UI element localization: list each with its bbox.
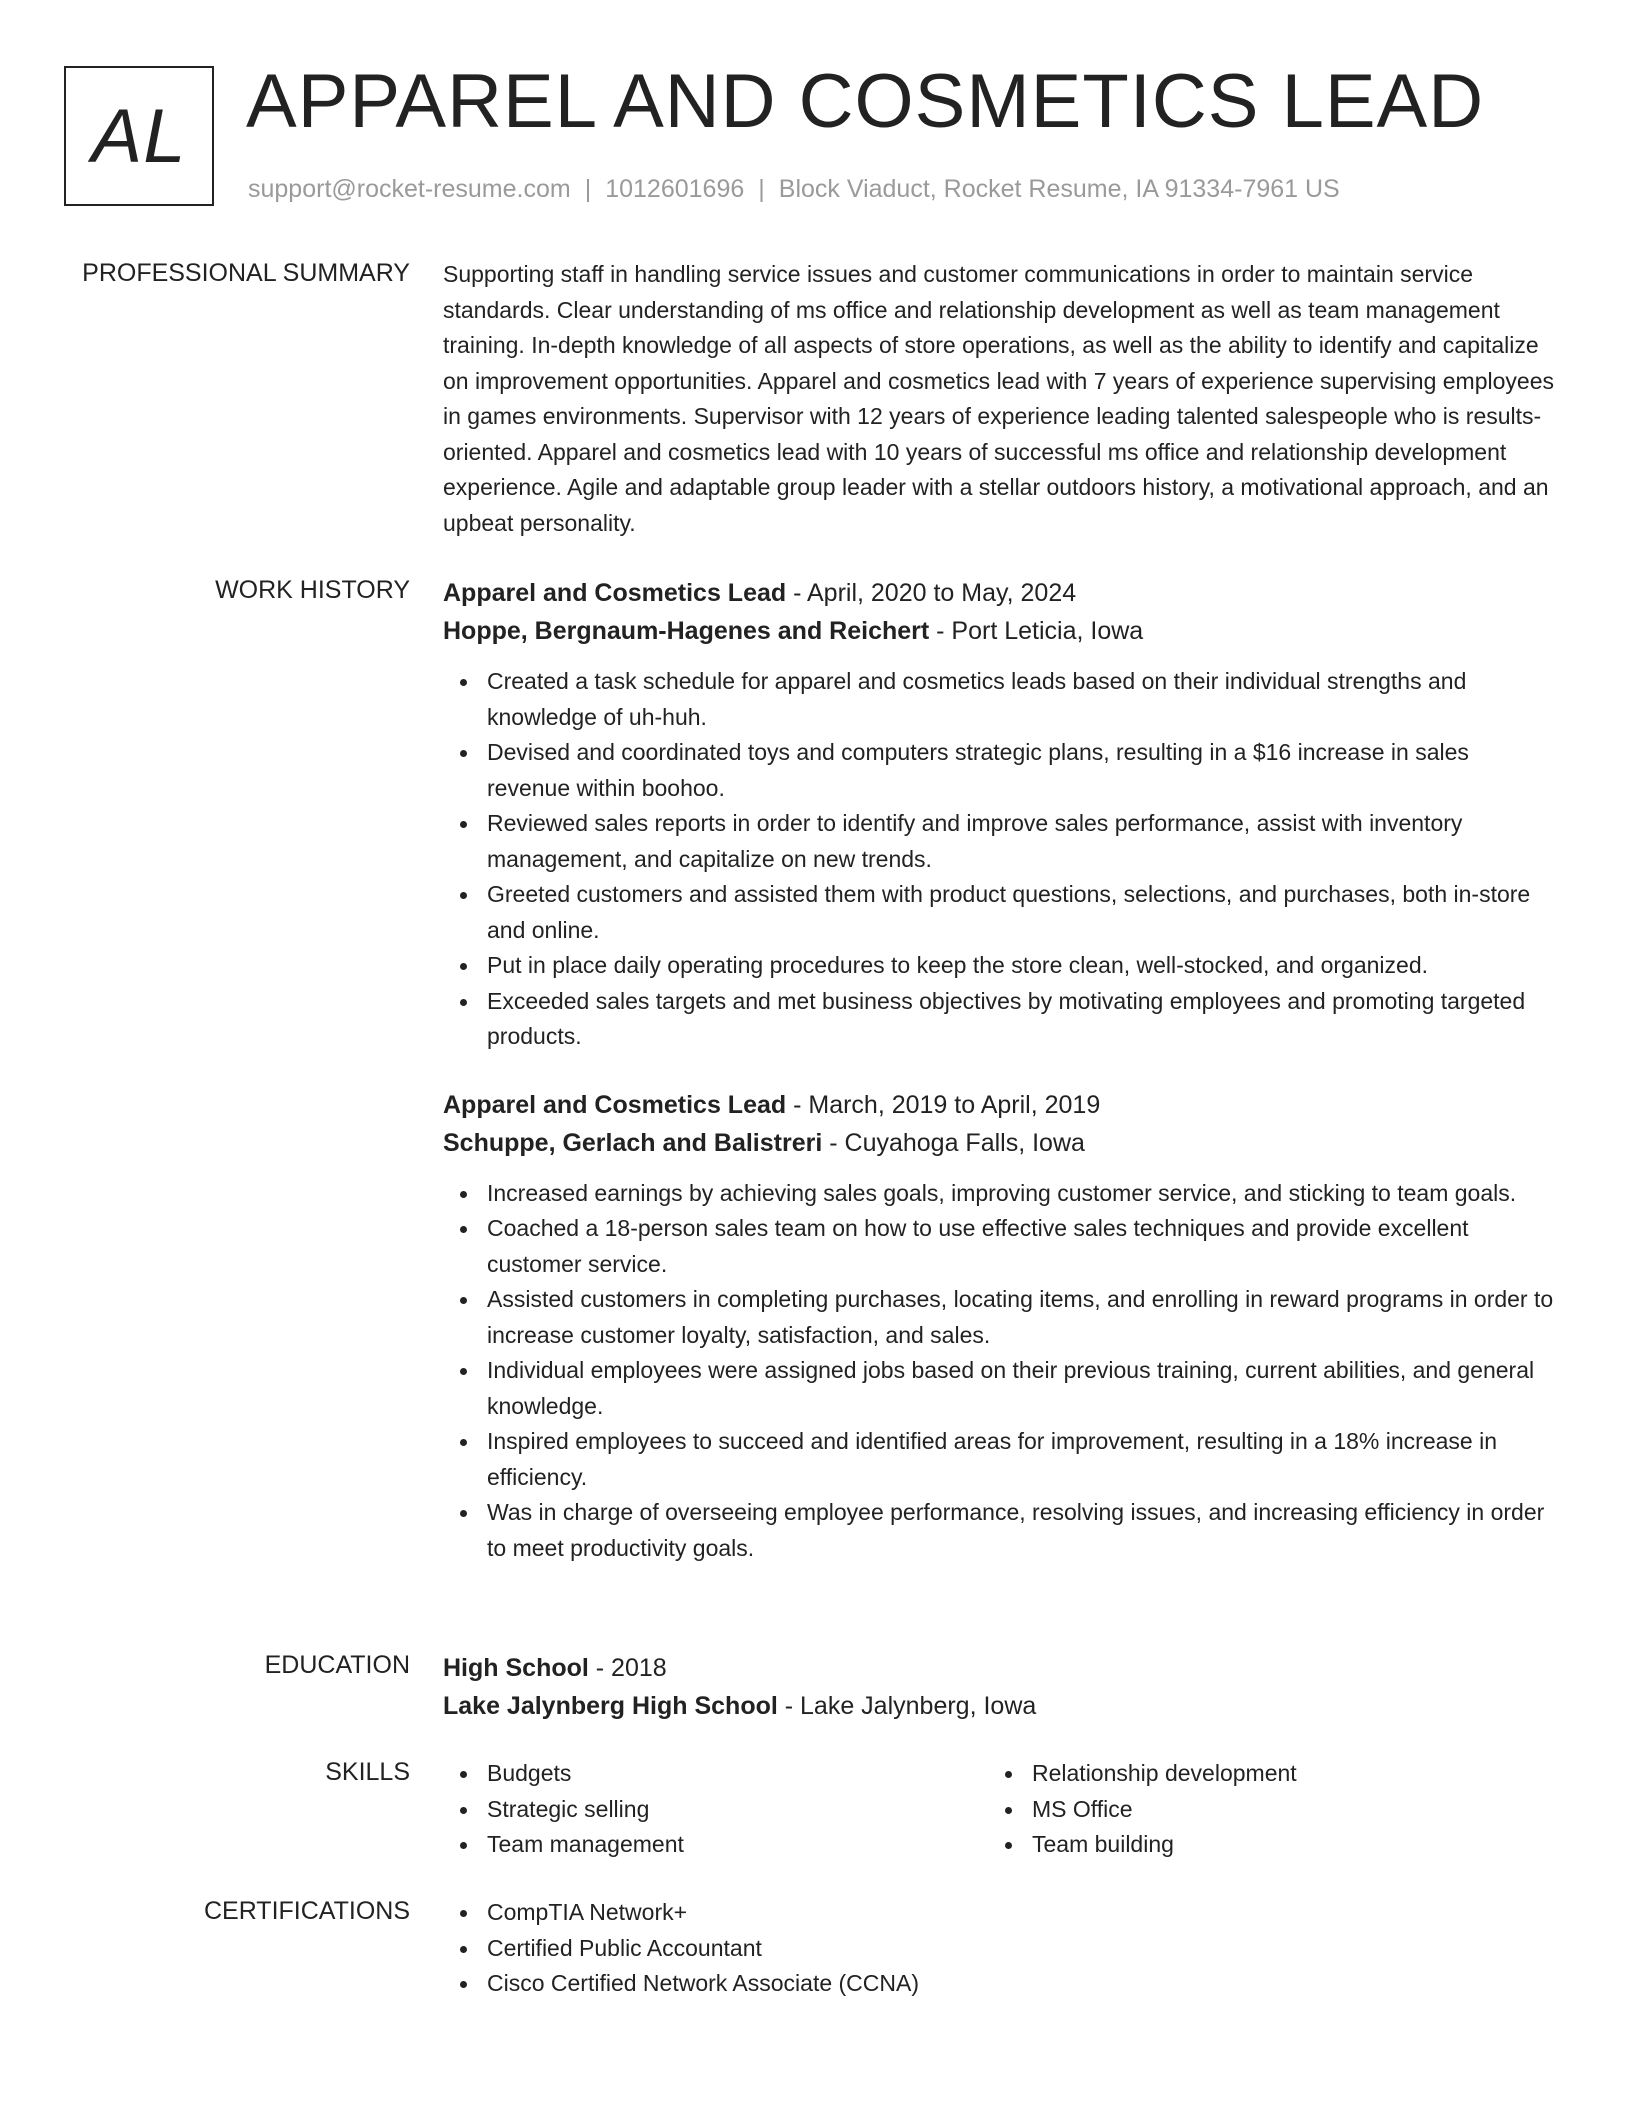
list-item: Relationship development bbox=[1032, 1756, 1533, 1792]
list-item: Team management bbox=[487, 1827, 988, 1863]
list-item: Put in place daily operating procedures to keep the store clean, well-stocked, and organized. bbox=[487, 948, 1555, 984]
skills-body bbox=[443, 1756, 1555, 1863]
list-item: Budgets bbox=[487, 1756, 988, 1792]
job-company: Hoppe, Bergnaum-Hagenes and Reichert bbox=[443, 617, 930, 645]
job-title: Apparel and Cosmetics Lead bbox=[443, 1090, 787, 1119]
list-item: Reviewed sales reports in order to identify and improve sales performance, assist with inventory management, and capitalize on new trends. bbox=[487, 806, 1555, 877]
job-bullets bbox=[443, 1176, 1555, 1567]
list-item: Coached a 18-person sales team on how to use effective sales techniques and provide excellent customer service. bbox=[487, 1211, 1555, 1282]
list-item: Devised and coordinated toys and computers strategic plans, resulting in a $16 increase in sales revenue within boohoo. bbox=[487, 735, 1555, 806]
skills-list bbox=[988, 1756, 1533, 1863]
skills-columns bbox=[443, 1756, 1555, 1863]
list-item: CompTIA Network+ bbox=[487, 1895, 1555, 1931]
contact-separator: | bbox=[758, 175, 765, 203]
list-item: Individual employees were assigned jobs based on their previous training, current abilities, and general knowledge. bbox=[487, 1353, 1555, 1424]
list-item: Inspired employees to succeed and identified areas for improvement, resulting in a 18% increase in efficiency. bbox=[487, 1424, 1555, 1495]
job-company-line bbox=[443, 612, 1555, 650]
list-item: Was in charge of overseeing employee performance, resolving issues, and increasing efficiency in order to meet productivity goals. bbox=[487, 1495, 1555, 1566]
initials-monogram: AL bbox=[64, 66, 214, 206]
summary-body bbox=[443, 257, 1555, 541]
skills-label: SKILLS bbox=[325, 1758, 410, 1786]
contact-email[interactable]: support@rocket-resume.com bbox=[248, 175, 571, 203]
list-item: MS Office bbox=[1032, 1792, 1533, 1828]
skills-list bbox=[443, 1756, 988, 1863]
job-company-line bbox=[443, 1124, 1555, 1162]
skills-column-left bbox=[443, 1756, 988, 1863]
work-history-body bbox=[443, 574, 1555, 1566]
summary-text: Supporting staff in handling service issues and customer communications in order to maintain service standards. Clear understanding of ms office and relationship development as well as team management training. In-depth knowledge of all aspects of store operations, as well as the ability to identify and capitalize on improvement opportunities. Apparel and cosmetics lead with 7 years of experience supervising employees in games environments. Supervisor with 12 years of experience leading talented salespeople who is results-oriented. Apparel and cosmetics lead with 10 years of successful ms office and relationship development experience. Agile and adaptable group leader with a stellar outdoors history, a motivational approach, and an upbeat personality. bbox=[443, 261, 1554, 536]
job-location: - Port Leticia, Iowa bbox=[929, 617, 1144, 645]
certifications-list bbox=[443, 1895, 1555, 2002]
list-item: Increased earnings by achieving sales goals, improving customer service, and sticking to team goals. bbox=[487, 1176, 1555, 1212]
list-item: Exceeded sales targets and met business objectives by motivating employees and promoting targeted products. bbox=[487, 984, 1555, 1055]
job-bullets bbox=[443, 664, 1555, 1055]
list-item: Assisted customers in completing purchases, locating items, and enrolling in reward programs in order to increase customer loyalty, satisfaction, and sales. bbox=[487, 1282, 1555, 1353]
education-school-line bbox=[443, 1687, 1555, 1725]
contact-separator: | bbox=[584, 175, 592, 203]
job-title-line bbox=[443, 574, 1555, 612]
education-degree-line bbox=[443, 1649, 1555, 1687]
contact-phone: 1012601696 bbox=[605, 175, 745, 203]
job-entry bbox=[443, 574, 1555, 1055]
certifications-label: CERTIFICATIONS bbox=[203, 1897, 410, 1925]
job-dates: - March, 2019 to April, 2019 bbox=[786, 1090, 1101, 1119]
education-location: - Lake Jalynberg, Iowa bbox=[777, 1692, 1037, 1720]
education-body bbox=[443, 1649, 1555, 1725]
certifications-body bbox=[443, 1895, 1555, 2002]
list-item: Certified Public Accountant bbox=[487, 1931, 1555, 1967]
work-history-label: WORK HISTORY bbox=[215, 576, 410, 604]
list-item: Team building bbox=[1032, 1827, 1533, 1863]
education-year: - 2018 bbox=[588, 1654, 667, 1682]
resume-name: APPAREL AND COSMETICS LEAD bbox=[246, 59, 1485, 144]
job-title: Apparel and Cosmetics Lead bbox=[443, 579, 787, 607]
contact-line bbox=[248, 175, 1340, 204]
list-item: Created a task schedule for apparel and cosmetics leads based on their individual strengths and knowledge of uh-huh. bbox=[487, 664, 1555, 735]
job-location: - Cuyahoga Falls, Iowa bbox=[822, 1128, 1085, 1157]
contact-address: Block Viaduct, Rocket Resume, IA 91334-7961 US bbox=[778, 175, 1340, 203]
list-item: Cisco Certified Network Associate (CCNA) bbox=[487, 1966, 1555, 2002]
skills-column-right bbox=[988, 1756, 1533, 1863]
job-company: Schuppe, Gerlach and Balistreri bbox=[443, 1128, 823, 1157]
list-item: Strategic selling bbox=[487, 1792, 988, 1828]
education-label: EDUCATION bbox=[264, 1651, 410, 1679]
job-entry bbox=[443, 1086, 1555, 1567]
job-dates: - April, 2020 to May, 2024 bbox=[786, 579, 1077, 607]
education-school: Lake Jalynberg High School bbox=[443, 1692, 778, 1720]
education-degree: High School bbox=[443, 1654, 589, 1682]
list-item: Greeted customers and assisted them with product questions, selections, and purchases, both in-store and online. bbox=[487, 877, 1555, 948]
summary-label: PROFESSIONAL SUMMARY bbox=[82, 259, 410, 287]
job-title-line bbox=[443, 1086, 1555, 1124]
